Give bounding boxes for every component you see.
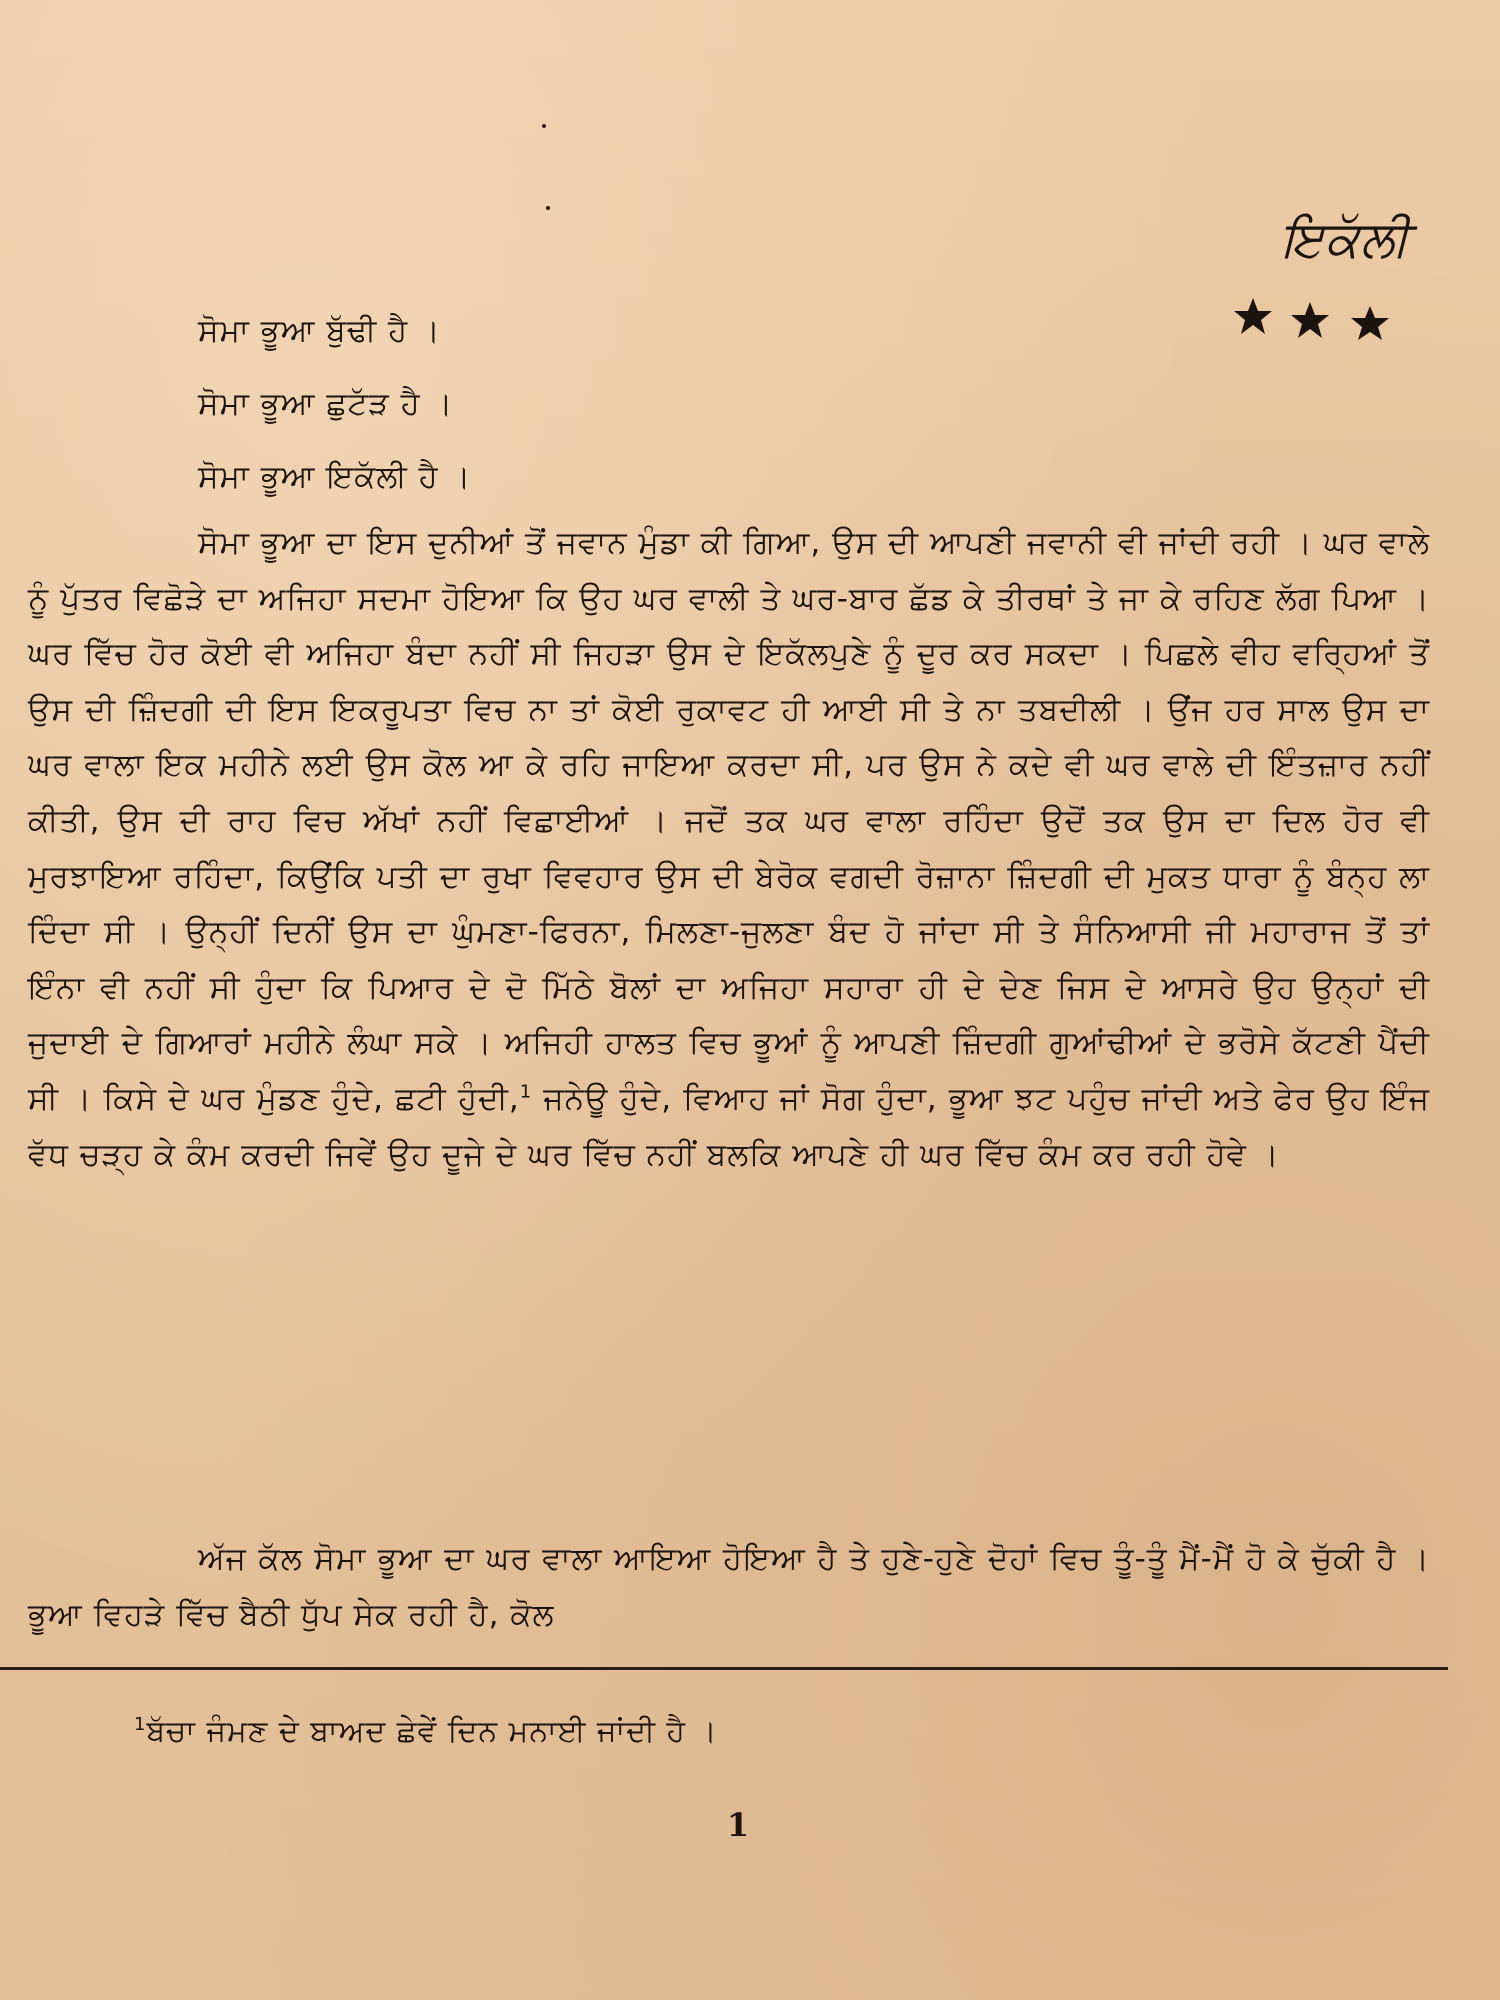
footnote-reference: 1 — [519, 1081, 533, 1103]
footnote — [134, 1714, 718, 1749]
print-speck — [546, 206, 550, 210]
body-paragraph: ਅੱਜ ਕੱਲ ਸੋਮਾ ਭੂਆ ਦਾ ਘਰ ਵਾਲਾ ਆਇਆ ਹੋਇਆ ਹੈ ਤੇ ਹੁਣੇ-ਹੁਣੇ ਦੋਹਾਂ ਵਿਚ ਤੂੰ-ਤੂੰ ਮੈਂ-ਮੈਂ ਹੋ ਕੇ ਚੁੱਕੀ ਹੈ । ਭੂਆ ਵਿਹੜੇ ਵਿੱਚ ਬੈਠੀ ਧੁੱਪ ਸੇਕ ਰਹੀ ਹੈ, ਕੋਲ — [28, 1541, 1430, 1633]
page-number: 1 — [726, 1806, 750, 1844]
footnote-divider — [0, 1667, 1448, 1670]
paragraph-text: ਸੋਮਾ ਭੂਆ ਦਾ ਇਸ ਦੁਨੀਆਂ ਤੋਂ ਜਵਾਨ ਮੁੰਡਾ ਕੀ ਗਿਆ, ਉਸ ਦੀ ਆਪਣੀ ਜਵਾਨੀ ਵੀ ਜਾਂਦੀ ਰਹੀ । ਘਰ ਵਾਲੇ ਨੂੰ ਪੁੱਤਰ ਵਿਛੋੜੇ ਦਾ ਅਜਿਹਾ ਸਦਮਾ ਹੋਇਆ ਕਿ ਉਹ ਘਰ ਵਾਲੀ ਤੇ ਘਰ-ਬਾਰ ਛੱਡ ਕੇ ਤੀਰਥਾਂ ਤੇ ਜਾ ਕੇ ਰਹਿਣ ਲੱਗ ਪਿਆ । ਘਰ ਵਿੱਚ ਹੋਰ ਕੋਈ ਵੀ ਅਜਿਹਾ ਬੰਦਾ ਨਹੀਂ ਸੀ ਜਿਹੜਾ ਉਸ ਦੇ ਇਕੱਲਪੁਣੇ ਨੂੰ ਦੂਰ ਕਰ ਸਕਦਾ । ਪਿਛਲੇ ਵੀਹ ਵਰ੍ਹਿਆਂ ਤੋਂ ਉਸ ਦੀ ਜ਼ਿੰਦਗੀ ਦੀ ਇਸ ਇਕਰੂਪਤਾ ਵਿਚ ਨਾ ਤਾਂ ਕੋਈ ਰੁਕਾਵਟ ਹੀ ਆਈ ਸੀ ਤੇ ਨਾ ਤਬਦੀਲੀ । ਉਂਜ ਹਰ ਸਾਲ ਉਸ ਦਾ ਘਰ ਵਾਲਾ ਇਕ ਮਹੀਨੇ ਲਈ ਉਸ ਕੋਲ ਆ ਕੇ ਰਹਿ ਜਾਇਆ ਕਰਦਾ ਸੀ, ਪਰ ਉਸ ਨੇ ਕਦੇ ਵੀ ਘਰ ਵਾਲੇ ਦੀ ਇੰਤਜ਼ਾਰ ਨਹੀਂ ਕੀਤੀ, ਉਸ ਦੀ ਰਾਹ ਵਿਚ ਅੱਖਾਂ ਨਹੀਂ ਵਿਛਾਈਆਂ । ਜਦੋਂ ਤਕ ਘਰ ਵਾਲਾ ਰਹਿੰਦਾ ਉਦੋਂ ਤਕ ਉਸ ਦਾ ਦਿਲ ਹੋਰ ਵੀ ਮੁਰਝਾਇਆ ਰਹਿੰਦਾ, ਕਿਉਂਕਿ ਪਤੀ ਦਾ ਰੁਖਾ ਵਿਵਹਾਰ ਉਸ ਦੀ ਬੇਰੋਕ ਵਗਦੀ ਰੋਜ਼ਾਨਾ ਜ਼ਿੰਦਗੀ ਦੀ ਮੁਕਤ ਧਾਰਾ ਨੂੰ ਬੰਨ੍ਹ ਲਾ ਦਿੰਦਾ ਸੀ । ਉਨ੍ਹੀਂ ਦਿਨੀਂ ਉਸ ਦਾ ਘੁੰਮਣਾ-ਫਿਰਨਾ, ਮਿਲਣਾ-ਜੁਲਣਾ ਬੰਦ ਹੋ ਜਾਂਦਾ ਸੀ ਤੇ ਸੰਨਿਆਸੀ ਜੀ ਮਹਾਰਾਜ ਤੋਂ ਤਾਂ ਇੰਨਾ ਵੀ ਨਹੀਂ ਸੀ ਹੁੰਦਾ ਕਿ ਪਿਆਰ ਦੇ ਦੋ ਮਿੱਠੇ ਬੋਲਾਂ ਦਾ ਅਜਿਹਾ ਸਹਾਰਾ ਹੀ ਦੇ ਦੇਣ ਜਿਸ ਦੇ ਆਸਰੇ ਉਹ ਉਨ੍ਹਾਂ ਦੀ ਜੁਦਾਈ ਦੇ ਗਿਆਰਾਂ ਮਹੀਨੇ ਲੰਘਾ ਸਕੇ । ਅਜਿਹੀ ਹਾਲਤ ਵਿਚ ਭੂਆਂ ਨੂੰ ਆਪਣੀ ਜ਼ਿੰਦਗੀ ਗੁਆਂਢੀਆਂ ਦੇ ਭਰੋਸੇ ਕੱਟਣੀ ਪੈਂਦੀ ਸੀ । ਕਿਸੇ ਦੇ ਘਰ ਮੁੰਡਣ ਹੁੰਦੇ, ਛਟੀ ਹੁੰਦੀ, — [28, 525, 1430, 1117]
body-paragraph — [28, 516, 1430, 1183]
footnote-mark: 1 — [134, 1714, 147, 1735]
footnote-text: ਬੱਚਾ ਜੰਮਣ ਦੇ ਬਾਅਦ ਛੇਵੇਂ ਦਿਨ ਮਨਾਈ ਜਾਂਦੀ ਹੈ । — [146, 1714, 718, 1749]
stanza-line: ਸੋਮਾ ਭੂਆ ਬੁੱਢੀ ਹੈ । — [198, 313, 441, 349]
stanza-line: ਸੋਮਾ ਭੂਆ ਇਕੱਲੀ ਹੈ । — [198, 459, 472, 495]
three-stars-icon — [1228, 292, 1398, 342]
paragraph-text: ਜਨੇਊ ਹੁੰਦੇ, ਵਿਆਹ ਜਾਂ ਸੋਗ ਹੁੰਦਾ, ਭੂਆ ਝਟ ਪਹੁੰਚ ਜਾਂਦੀ ਅਤੇ ਫੇਰ ਉਹ ਇੰਜ ਵੱਧ ਚੜ੍ਹ ਕੇ ਕੰਮ ਕਰਦੀ ਜਿਵੇਂ ਉਹ ਦੂਜੇ ਦੇ ਘਰ ਵਿੱਚ ਨਹੀਂ ਬਲਕਿ ਆਪਣੇ ਹੀ ਘਰ ਵਿੱਚ ਕੰਮ ਕਰ ਰਹੀ ਹੋਵੇ । — [28, 1080, 1430, 1173]
print-speck — [542, 124, 546, 128]
stanza-line: ਸੋਮਾ ਭੂਆ ਛੁਟੱੜ ਹੈ । — [198, 386, 454, 422]
chapter-title: ਇਕੱਲੀ — [1280, 210, 1410, 268]
